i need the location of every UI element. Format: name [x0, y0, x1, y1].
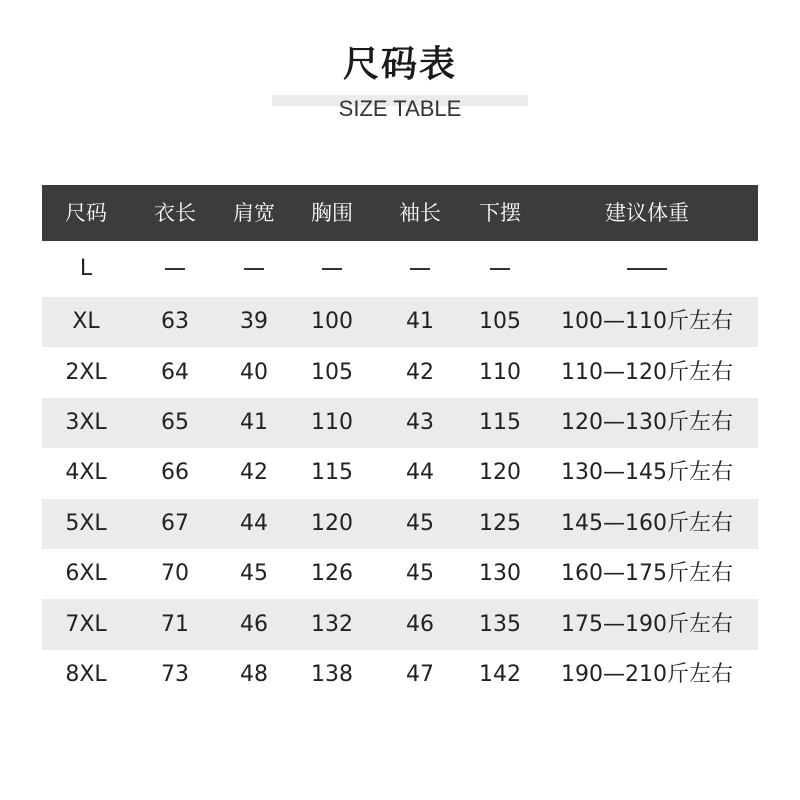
cell-length: 63 — [161, 309, 189, 335]
cell-weight: 130—145斤左右 — [561, 460, 733, 486]
dash-mark — [322, 268, 342, 270]
table-row — [42, 398, 758, 448]
header-weight: 建议体重 — [605, 200, 689, 225]
dash-mark — [244, 268, 264, 270]
cell-length: 70 — [161, 561, 189, 587]
header-length: 衣长 — [154, 200, 196, 225]
cell-size: 4XL — [65, 460, 107, 486]
header-hem: 下摆 — [479, 200, 521, 225]
table-row — [42, 549, 758, 599]
cell-hem — [464, 258, 536, 280]
header-shoulder: 肩宽 — [233, 200, 275, 225]
table-row — [42, 650, 758, 700]
dash-mark — [410, 268, 430, 270]
cell-hem: 125 — [479, 510, 521, 536]
cell-length — [130, 258, 220, 280]
cell-weight: 145—160斤左右 — [561, 510, 733, 536]
page-subtitle: SIZE TABLE — [338, 96, 462, 121]
cell-size: L — [79, 256, 93, 281]
table-header-row — [42, 185, 758, 241]
table-row — [42, 347, 758, 397]
dash-mark — [490, 268, 510, 270]
cell-length: 65 — [161, 409, 189, 435]
cell-hem: 105 — [479, 309, 521, 335]
cell-sleeve: 45 — [406, 510, 434, 536]
table-row — [42, 448, 758, 498]
cell-shoulder: 45 — [240, 561, 268, 587]
cell-weight: 120—130斤左右 — [561, 409, 733, 435]
cell-hem: 115 — [479, 409, 521, 435]
page-title: 尺码表 — [342, 44, 457, 85]
cell-sleeve: 43 — [406, 409, 434, 435]
cell-hem: 120 — [479, 460, 521, 486]
cell-length: 64 — [161, 359, 189, 385]
size-table — [42, 185, 758, 700]
cell-size: 3XL — [65, 409, 107, 435]
cell-sleeve: 42 — [406, 359, 434, 385]
cell-weight: 100—110斤左右 — [561, 309, 733, 335]
cell-sleeve — [376, 258, 464, 280]
cell-chest: 120 — [311, 510, 353, 536]
cell-chest: 110 — [311, 409, 353, 435]
cell-sleeve: 41 — [406, 309, 434, 335]
cell-size: 7XL — [65, 611, 107, 637]
cell-length: 67 — [161, 510, 189, 536]
cell-weight: 110—120斤左右 — [561, 359, 733, 385]
cell-chest: 138 — [311, 661, 353, 687]
header-size: 尺码 — [65, 200, 107, 225]
cell-chest: 115 — [311, 460, 353, 486]
cell-weight: 175—190斤左右 — [561, 611, 733, 637]
cell-size: XL — [72, 309, 100, 335]
cell-shoulder: 40 — [240, 359, 268, 385]
table-row — [42, 297, 758, 347]
cell-hem: 130 — [479, 561, 521, 587]
cell-size: 2XL — [65, 359, 107, 385]
header-chest: 胸围 — [311, 200, 353, 225]
table-row — [42, 599, 758, 649]
cell-shoulder: 42 — [240, 460, 268, 486]
header-sleeve: 袖长 — [399, 200, 441, 225]
cell-weight: 160—175斤左右 — [561, 561, 733, 587]
cell-weight: 190—210斤左右 — [561, 661, 733, 687]
cell-sleeve: 45 — [406, 561, 434, 587]
cell-hem: 142 — [479, 661, 521, 687]
dash-mark — [165, 268, 185, 270]
cell-chest — [288, 258, 376, 280]
cell-size: 5XL — [65, 510, 107, 536]
cell-size: 8XL — [65, 661, 107, 687]
cell-sleeve: 44 — [406, 460, 434, 486]
table-row — [42, 499, 758, 549]
cell-chest: 126 — [311, 561, 353, 587]
cell-shoulder: 48 — [240, 661, 268, 687]
table-row — [42, 241, 758, 297]
cell-chest: 105 — [311, 359, 353, 385]
cell-chest: 100 — [311, 309, 353, 335]
cell-shoulder — [220, 258, 288, 280]
cell-length: 73 — [161, 661, 189, 687]
cell-shoulder: 41 — [240, 409, 268, 435]
cell-weight — [536, 258, 758, 280]
cell-shoulder: 46 — [240, 611, 268, 637]
cell-sleeve: 47 — [406, 661, 434, 687]
cell-size: 6XL — [65, 561, 107, 587]
cell-hem: 135 — [479, 611, 521, 637]
cell-length: 66 — [161, 460, 189, 486]
dash-mark — [627, 268, 667, 270]
cell-hem: 110 — [479, 359, 521, 385]
cell-shoulder: 44 — [240, 510, 268, 536]
cell-chest: 132 — [311, 611, 353, 637]
cell-shoulder: 39 — [240, 309, 268, 335]
cell-length: 71 — [161, 611, 189, 637]
cell-sleeve: 46 — [406, 611, 434, 637]
